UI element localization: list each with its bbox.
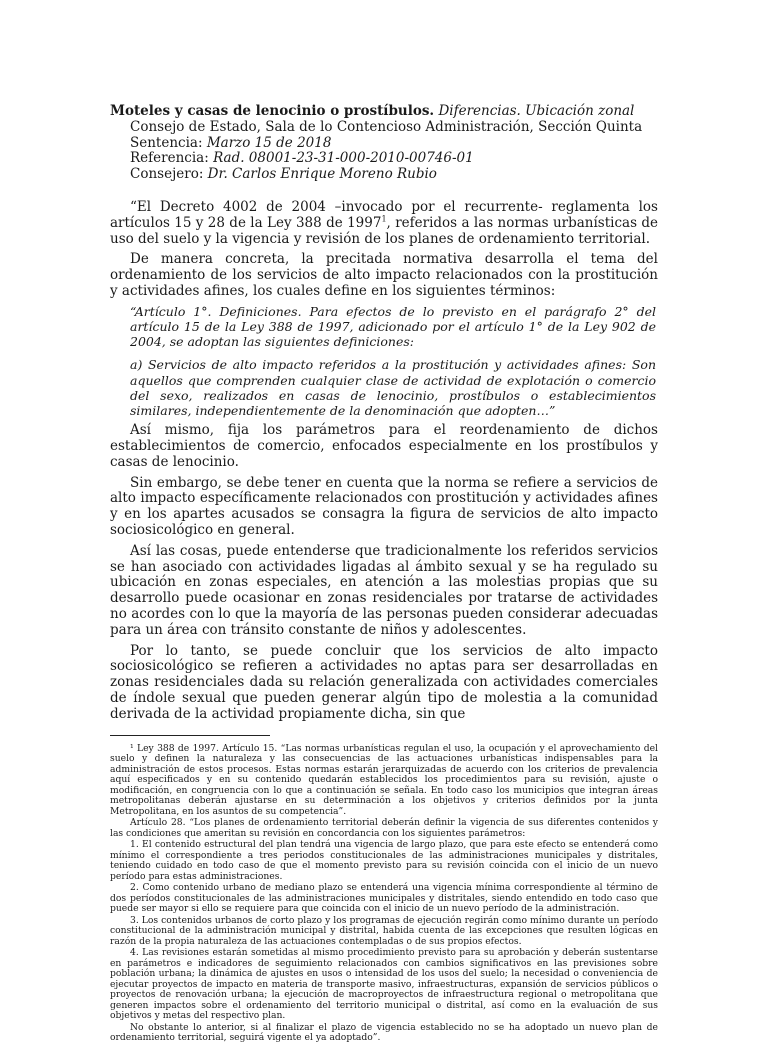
- referencia-value: Rad. 08001-23-31-000-2010-00746-01: [213, 150, 474, 167]
- paragraph-1-b: , referidos a las normas urbanísticas de uso del suelo y la vigencia y revisión de los planes de ordenamiento territorial.: [110, 214, 658, 247]
- footnotes: [110, 744, 658, 1044]
- footnote-item-1: 1. El contenido estructural del plan tendrá una vigencia de largo plazo, que para este efecto se entenderá como mínimo el correspondiente a tres periodos constitucionales de las administraciones municipales y distritales, teniendo cuidado en todo caso de que el momento previsto para su revisión coincida con el inicio de un nuevo período para estas administraciones.: [110, 839, 658, 882]
- referencia-line: [110, 151, 658, 167]
- footnote-separator: [110, 735, 270, 736]
- referencia-label: Referencia:: [130, 150, 209, 167]
- quote-definition-a: a) Servicios de alto impacto referidos a la prostitución y actividades afines: Son aquellos que comprenden cualquier clase de actividad de explotación o comercio del sexo, realizados en casas de lenocinio, prostíbulos o establecimientos similares, independientemente de la denominación que adopten…”: [130, 357, 656, 418]
- title-bold: Moteles y casas de lenocinio o prostíbulos.: [110, 103, 435, 119]
- footnote-item-4: 4. Las revisiones estarán sometidas al mismo procedimiento previsto para su aprobación y deberán sustentarse en parámetros e indicadores de seguimiento relacionados con cambios significativos en las previsiones sobre población urbana; la dinámica de ajustes en usos o intensidad de los usos del suelo; la necesidad o conveniencia de ejecutar proyectos de impacto en materia de transporte masivo, infraestructuras, expansión de servicios públicos o proyectos de renovación urbana; la ejecución de macroproyectos de infraestructura regional o metropolitana que generen impactos sobre el ordenamiento del territorio municipal o distrital, así como en la evaluación de sus objetivos y metas del respectivo plan.: [110, 947, 658, 1022]
- footnote-ref-1: 1: [381, 214, 387, 224]
- sentencia-value: Marzo 15 de 2018: [206, 134, 332, 151]
- case-header: [110, 104, 658, 183]
- footnote-1: ¹ Ley 388 de 1997. Artículo 15. “Las normas urbanísticas regulan el uso, la ocupación y el aprovechamiento del suelo y definen la naturaleza y las consecuencias de las actuaciones urbanísticas indispensables para la administración de estos procesos. Estas normas estarán jerarquizadas de acuerdo con los criterios de prevalencia aquí especificados y en su contenido quedarán establecidos los procedimientos para su revisión, ajuste o modificación, en congruencia con lo que a continuación se señala. En todo caso los municipios que integran áreas metropolitanas deberán ajustarse en su determinación a los objetivos y criterios definidos por la junta Metropolitana, en los asuntos de su competencia”.: [110, 742, 658, 817]
- paragraph-4: Sin embargo, se debe tener en cuenta que la norma se refiere a servicios de alto impacto específicamente relacionados con prostitución y actividades afines y en los apartes acusados se consagra la figura de servicios de alto impacto sociosicológico en general.: [110, 474, 658, 538]
- court-line: Consejo de Estado, Sala de lo Contencioso Administración, Sección Quinta: [130, 118, 643, 135]
- consejero-label: Consejero:: [130, 166, 204, 183]
- footnote-item-2: 2. Como contenido urbano de mediano plazo se entenderá una vigencia mínima correspondiente al término de dos períodos constitucionales de las administraciones municipales y distritales, siendo entendido en todo caso que puede ser mayor si ello se requiere para que coincida con el inicio de un nuevo período de la administración.: [110, 882, 658, 915]
- footnote-article-28: Artículo 28. “Los planes de ordenamiento territorial deberán definir la vigencia de sus diferentes contenidos y las condiciones que ameritan su revisión en concordancia con los siguientes parámetros:: [110, 817, 658, 839]
- footnote-closing: No obstante lo anterior, si al finalizar el plazo de vigencia establecido no se ha adoptado un nuevo plan de ordenamiento territorial, seguirá vigente el ya adoptado”.: [110, 1021, 658, 1044]
- document-page: [110, 104, 658, 1044]
- quote-article-1: “Artículo 1°. Definiciones. Para efectos de lo previsto en el parágrafo 2° del artículo 15 de la Ley 388 de 1997, adicionado por el artículo 1° de la Ley 902 de 2004, se adoptan las siguientes definiciones:: [130, 303, 656, 350]
- paragraph-5: Así las cosas, puede entenderse que tradicionalmente los referidos servicios se han asociado con actividades ligadas al ámbito sexual y se ha regulado su ubicación en zonas especiales, en atención a las molestias propias que su desarrollo puede ocasionar en zonas residenciales por tratarse de actividades no acordes con lo que la mayoría de las personas pueden considerar adecuadas para un área con tránsito constante de niños y adolescentes.: [110, 542, 658, 638]
- consejero-value: Dr. Carlos Enrique Moreno Rubio: [207, 166, 437, 183]
- paragraph-2: De manera concreta, la precitada normativa desarrolla el tema del ordenamiento de los servicios de alto impacto relacionados con la prostitución y actividades afines, los cuales define en los siguientes términos:: [110, 251, 658, 299]
- paragraph-1: [110, 200, 658, 247]
- title-italic: Diferencias. Ubicación zonal: [438, 103, 635, 119]
- case-title: [110, 104, 658, 120]
- paragraph-3: Así mismo, fija los parámetros para el reordenamiento de dichos establecimientos de comercio, enfocados especialmente en los prostíbulos y casas de lenocinio.: [110, 422, 658, 470]
- consejero-line: [110, 167, 658, 183]
- main-text: [110, 104, 658, 723]
- sentencia-label: Sentencia:: [130, 134, 203, 151]
- paragraph-6: Por lo tanto, se puede concluir que los servicios de alto impacto sociosicológico se refieren a actividades no aptas para ser desarrolladas en zonas residenciales dada su relación generalizada con actividades comerciales de índole sexual que pueden generar algún tipo de molestia a la comunidad derivada de la actividad propiamente dicha, sin que: [110, 642, 658, 722]
- footnote-item-3: 3. Los contenidos urbanos de corto plazo y los programas de ejecución regirán como mínimo durante un período constitucional de la administración municipal y distrital, habida cuenta de las excepciones que resulten lógicas en razón de la propia naturaleza de las actuaciones contempladas o de sus propios efectos.: [110, 914, 658, 947]
- sentencia-line: [110, 136, 658, 152]
- paragraph-1-a: “El Decreto 4002 de 2004 –invocado por el recurrente- reglamenta los artículos 15 y 28 de la Ley 388 de 1997: [110, 198, 658, 231]
